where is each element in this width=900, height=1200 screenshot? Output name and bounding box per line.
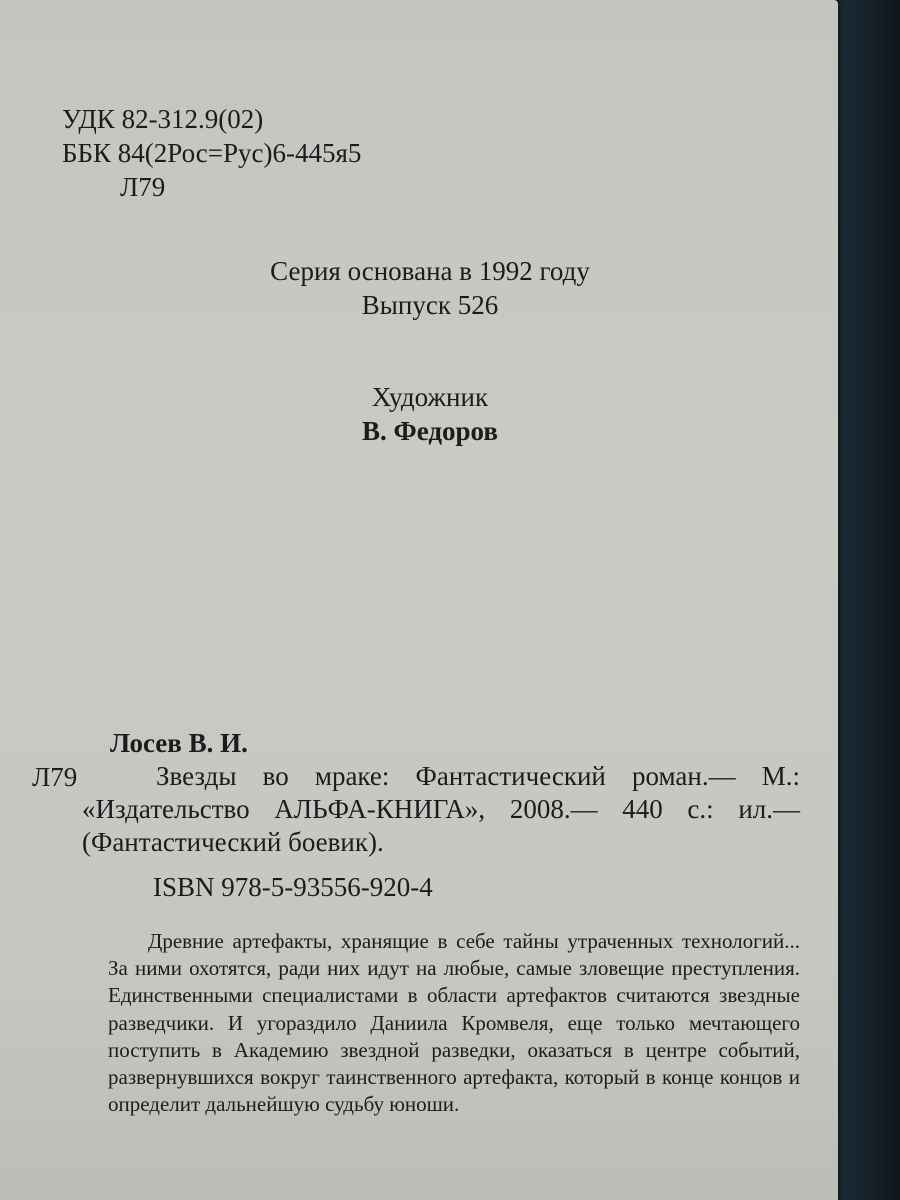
- series-block: [0, 254, 860, 322]
- isbn: ISBN 978-5-93556-920-4: [153, 872, 433, 902]
- bbk-code: ББК 84(2Рос=Рус)6-445я5: [62, 138, 362, 168]
- series-issue: Выпуск 526: [361, 290, 499, 320]
- bibliographic-author: Лосев В. И.: [110, 728, 248, 758]
- artist-label: Художник: [371, 382, 489, 412]
- series-founded: Серия основана в 1992 году: [270, 256, 590, 286]
- artist-block: [0, 380, 860, 448]
- artist-name: В. Федоров: [362, 416, 498, 446]
- udk-code: УДК 82-312.9(02): [62, 104, 264, 134]
- annotation: [108, 928, 800, 1118]
- bibliographic-entry: [82, 760, 800, 859]
- author-mark: Л79: [120, 172, 166, 202]
- bibliographic-author-mark: Л79: [32, 762, 78, 792]
- bibliographic-entry-text: Звезды во мраке: Фантастический роман.— М.: «Издательство АЛЬФА-КНИГА», 2008.— 440 с.: ил.— (Фантастический боевик).: [82, 761, 800, 857]
- classification-block: [62, 102, 361, 204]
- annotation-text: Древние артефакты, хранящие в себе тайны утраченных технологий... За ними охотятся, ради них идут на любые, самые зловещие преступления. Единственными специалистами в области артефактов считаются звездные разведчики. И угораздило Даниила Кромвеля, еще только мечтающего поступить в Академию звездной разведки, оказаться в центре событий, развернувшихся вокруг таинственного артефакта, который в конце концов и определит дальнейшую судьбу юноши.: [108, 929, 800, 1117]
